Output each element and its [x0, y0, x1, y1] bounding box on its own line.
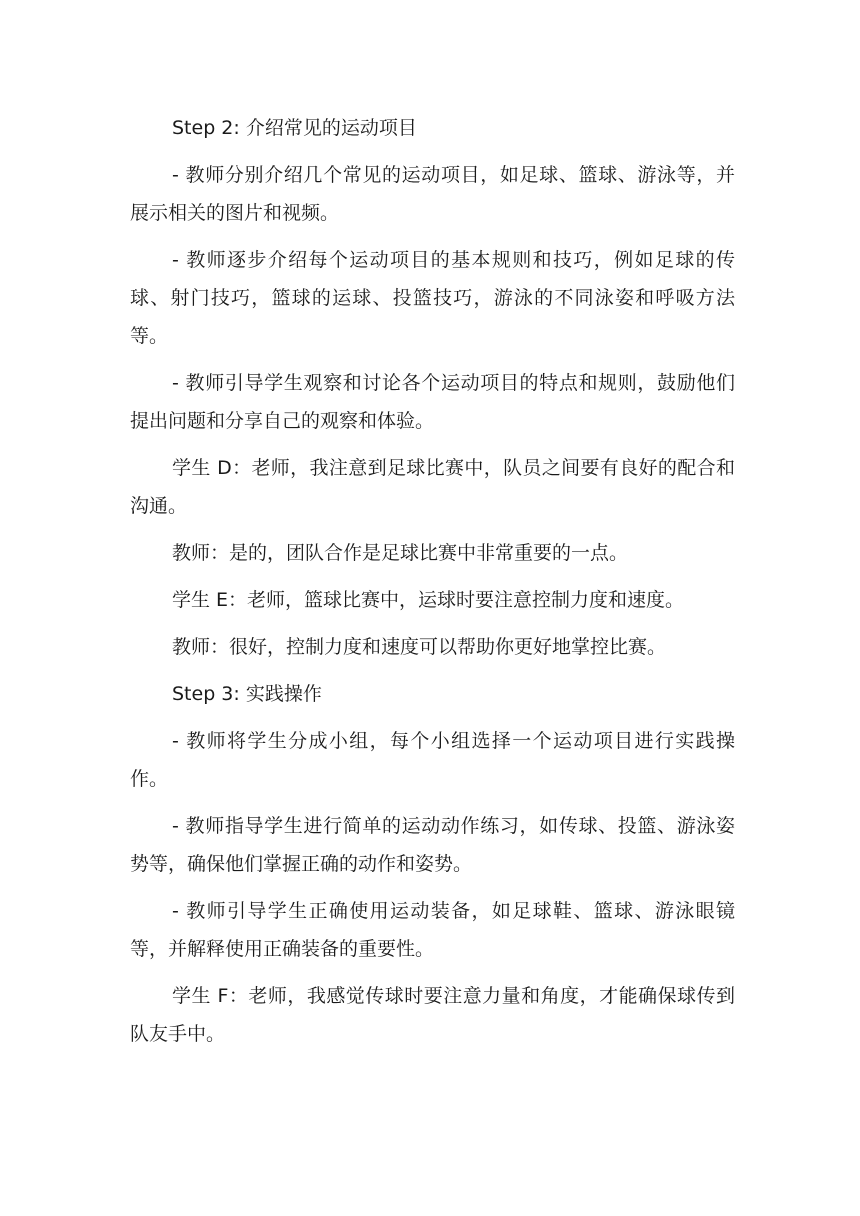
paragraph-practice: - 教师指导学生进行简单的运动动作练习，如传球、投篮、游泳姿势等，确保他们掌握正确的动作和姿势。	[130, 815, 735, 875]
step-3-heading: Step 3: 实践操作	[172, 683, 322, 705]
dialogue-teacher-1: 教师：是的，团队合作是足球比赛中非常重要的一点。	[172, 542, 629, 564]
dialogue-teacher-2: 教师：很好，控制力度和速度可以帮助你更好地掌控比赛。	[172, 636, 667, 658]
paragraph-equipment: - 教师引导学生正确使用运动装备，如足球鞋、篮球、游泳眼镜等，并解释使用正确装备的重要性。	[130, 900, 735, 960]
dialogue-student-e: 学生 E：老师，篮球比赛中，运球时要注意控制力度和速度。	[172, 589, 685, 611]
document-body	[130, 109, 735, 1053]
paragraph-rules-skills: - 教师逐步介绍每个运动项目的基本规则和技巧，例如足球的传球、射门技巧，篮球的运球、投篮技巧，游泳的不同泳姿和呼吸方法等。	[130, 249, 735, 347]
paragraph-observe-discuss: - 教师引导学生观察和讨论各个运动项目的特点和规则，鼓励他们提出问题和分享自己的观察和体验。	[130, 372, 735, 432]
dialogue-student-d: 学生 D：老师，我注意到足球比赛中，队员之间要有良好的配合和沟通。	[130, 457, 735, 517]
paragraph-groups: - 教师将学生分成小组，每个小组选择一个运动项目进行实践操作。	[130, 730, 735, 790]
step-2-heading: Step 2: 介绍常见的运动项目	[172, 117, 417, 139]
paragraph-intro-sports: - 教师分别介绍几个常见的运动项目，如足球、篮球、游泳等，并展示相关的图片和视频。	[130, 164, 735, 224]
dialogue-student-f: 学生 F：老师，我感觉传球时要注意力量和角度，才能确保球传到队友手中。	[130, 985, 735, 1045]
